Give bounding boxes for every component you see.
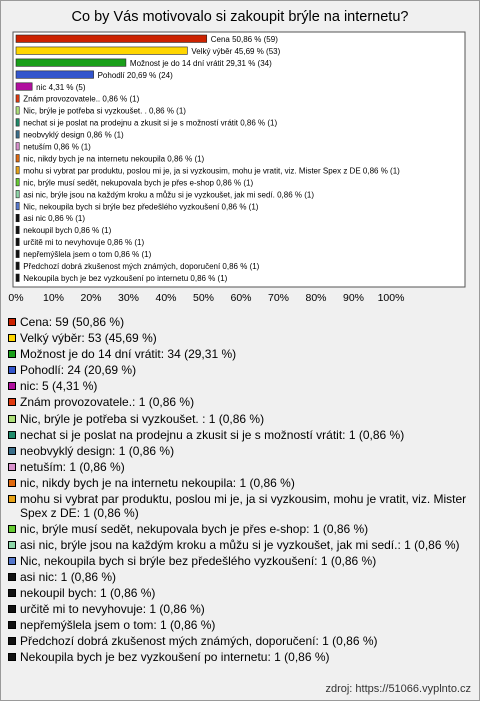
legend-swatch: [8, 447, 16, 455]
legend-label: Možnost je do 14 dní vrátit: 34 (29,31 %): [20, 347, 237, 362]
x-tick-label: 40%: [155, 292, 177, 304]
legend-label: nechat si je poslat na prodejnu a zkusit si je s možností vrátit: 1 (0,86 %): [20, 427, 405, 442]
legend-item: [8, 380, 474, 394]
bar: [16, 71, 94, 78]
bar-label: mohu si vybrat par produktu, poslou mi je, ja si vyzkousim, mohu je vratit, viz. Mister Spex z DE 0,86 % (1): [23, 166, 400, 176]
legend-swatch: [8, 589, 16, 597]
bar: [16, 262, 19, 269]
bar-label: Možnost je do 14 dní vrátit 29,31 % (34): [129, 58, 272, 68]
x-tick-label: 20%: [80, 292, 102, 304]
bar: [16, 95, 19, 102]
bar-label: Nic, nekoupila bych si brýle bez předešlého vyzkoušení 0,86 % (1): [23, 202, 259, 212]
legend-item: [8, 539, 474, 553]
legend-item: [8, 651, 474, 665]
x-tick-label: 100%: [377, 292, 405, 304]
bar-label: nic 4,31 % (5): [36, 82, 86, 92]
x-tick-label: 30%: [117, 292, 140, 304]
legend-item: [8, 332, 474, 346]
legend-item: [8, 619, 474, 633]
chart-title: Co by Vás motivovalo si zakoupit brýle na internetu?: [71, 9, 409, 25]
legend-swatch: [8, 415, 16, 423]
legend-item: [8, 477, 474, 491]
legend-label: Nic, nekoupila bych si brýle bez předešlého vyzkoušení: 1 (0,86 %): [20, 553, 377, 568]
legend-item: [8, 316, 474, 330]
bar: [16, 143, 19, 150]
x-tick-label: 0%: [8, 292, 24, 304]
legend-item: [8, 413, 474, 427]
legend-swatch: [8, 366, 16, 374]
x-tick-label: 60%: [230, 292, 252, 304]
bar: [16, 202, 19, 209]
legend-label: nic: 5 (4,31 %): [20, 379, 98, 394]
legend-swatch: [8, 350, 16, 358]
legend-swatch: [8, 382, 16, 390]
legend-swatch: [8, 398, 16, 406]
bar-label: Nic, brýle je potřeba si vyzkoušet. . 0,86 % (1): [23, 106, 186, 116]
legend-label: mohu si vybrat par produktu, poslou mi je, ja si vyzkousim, mohu je vratit, viz. Mister Spex z DE: 1 (0,86 %): [20, 492, 467, 520]
bar-label: Cena 50,86 % (59): [210, 34, 278, 44]
bar: [16, 226, 19, 233]
legend-label: neobvyklý design: 1 (0,86 %): [20, 443, 175, 458]
legend-item: [8, 571, 474, 585]
legend-swatch: [8, 605, 16, 613]
bar-label: určitě mi to nevyhovuje 0,86 % (1): [23, 238, 145, 248]
legend-swatch: [8, 479, 16, 487]
bar: [16, 107, 19, 114]
x-tick-label: 90%: [342, 292, 365, 304]
bar: [16, 238, 19, 245]
bar-label: nic, brýle musí sedět, nekupovala bych je přes e-shop 0,86 % (1): [23, 178, 254, 188]
source-note: zdroj: https://51066.vyplnto.cz: [325, 683, 471, 695]
legend-item: [8, 523, 474, 537]
legend-swatch: [8, 334, 16, 342]
bar: [16, 178, 19, 185]
legend-item: [8, 396, 474, 410]
legend-label: nic, nikdy bych je na internetu nekoupila: 1 (0,86 %): [20, 475, 295, 490]
bar: [16, 166, 19, 173]
legend-label: asi nic: 1 (0,86 %): [20, 569, 117, 584]
bar: [16, 155, 19, 162]
bar-label: Nekoupila bych je bez vyzkoušení po internetu 0,86 % (1): [23, 274, 228, 283]
bar-label: nic, nikdy bych je na internetu nekoupila 0,86 % (1): [23, 154, 205, 164]
x-tick-label: 10%: [42, 292, 65, 304]
legend-swatch: [8, 495, 16, 503]
legend-item: [8, 493, 474, 520]
bar-label: netuším 0,86 % (1): [23, 142, 91, 152]
bar: [16, 35, 207, 42]
legend-swatch: [8, 637, 16, 645]
legend-label: Předchozí dobrá zkušenost mých známých, doporučení: 1 (0,86 %): [20, 634, 378, 649]
bar: [16, 83, 32, 90]
bar-label: Pohodlí 20,69 % (24): [97, 70, 173, 80]
legend-item: [8, 603, 474, 617]
bar: [16, 131, 19, 138]
legend-item: [8, 587, 474, 601]
legend-label: určitě mi to nevyhovuje: 1 (0,86 %): [20, 602, 205, 617]
bar: [16, 59, 126, 66]
x-tick-label: 80%: [305, 292, 327, 304]
legend-label: Nic, brýle je potřeba si vyzkoušet. : 1 (0,86 %): [20, 411, 265, 426]
legend-swatch: [8, 653, 16, 661]
legend-label: netuším: 1 (0,86 %): [20, 459, 125, 474]
legend-item: [8, 348, 474, 362]
legend-label: nic, brýle musí sedět, nekupovala bych je přes e-shop: 1 (0,86 %): [20, 521, 369, 536]
bar: [16, 47, 187, 54]
legend: [8, 316, 474, 667]
legend-swatch: [8, 541, 16, 549]
legend-label: asi nic, brýle jsou na každým kroku a můžu si je vyzkoušet, jak mi sedí.: 1 (0,86 %): [20, 537, 460, 552]
legend-swatch: [8, 557, 16, 565]
bar: [16, 274, 19, 281]
bar-chart: [1, 1, 479, 311]
x-tick-label: 70%: [267, 292, 290, 304]
legend-item: [8, 635, 474, 649]
legend-label: nepřemýšlela jsem o tom: 1 (0,86 %): [20, 618, 216, 633]
bar-label: Velký výběr 45,69 % (53): [191, 46, 281, 56]
bar: [16, 214, 19, 221]
legend-item: [8, 555, 474, 569]
bar-label: nekoupil bych 0,86 % (1): [23, 226, 112, 236]
legend-label: Cena: 59 (50,86 %): [20, 315, 125, 329]
legend-swatch: [8, 621, 16, 629]
bar-label: nepřemýšlela jsem o tom 0,86 % (1): [23, 250, 152, 260]
legend-label: Znám provozovatele.: 1 (0,86 %): [20, 395, 195, 410]
legend-swatch: [8, 525, 16, 533]
legend-swatch: [8, 431, 16, 439]
bar-label: Znám provozovatele.. 0,86 % (1): [23, 94, 140, 104]
legend-label: Velký výběr: 53 (45,69 %): [20, 331, 157, 346]
legend-item: [8, 461, 474, 475]
bar: [16, 250, 19, 257]
legend-item: [8, 429, 474, 443]
legend-swatch: [8, 573, 16, 581]
legend-label: Nekoupila bych je bez vyzkoušení po internetu: 1 (0,86 %): [20, 650, 330, 665]
legend-label: nekoupil bych: 1 (0,86 %): [20, 586, 156, 600]
bar-label: neobvyklý design 0,86 % (1): [23, 130, 124, 140]
legend-label: Pohodlí: 24 (20,69 %): [20, 363, 137, 378]
legend-item: [8, 364, 474, 378]
bar-label: Předchozí dobrá zkušenost mých známých, doporučení 0,86 % (1): [23, 262, 260, 272]
legend-item: [8, 445, 474, 459]
bar: [16, 190, 19, 197]
bar-label: asi nic, brýle jsou na každým kroku a můžu si je vyzkoušet, jak mi sedí. 0,86 % (1): [23, 190, 315, 200]
x-tick-label: 50%: [192, 292, 215, 304]
bar: [16, 119, 19, 126]
legend-swatch: [8, 318, 16, 326]
bar-label: nechat si je poslat na prodejnu a zkusit si je s možností vrátit 0,86 % (1): [23, 118, 278, 128]
bar-label: asi nic 0,86 % (1): [23, 214, 86, 224]
legend-swatch: [8, 463, 16, 471]
